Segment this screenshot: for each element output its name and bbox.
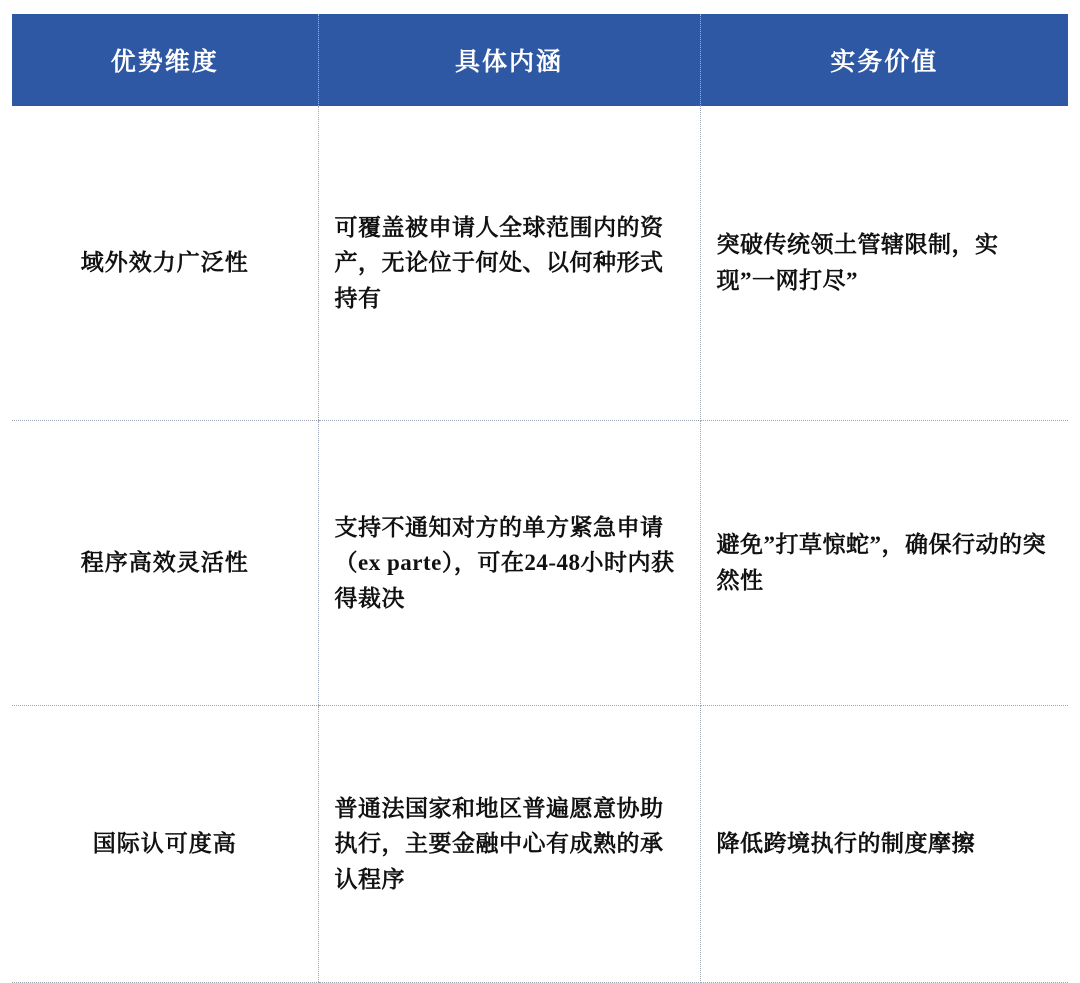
table-row [12, 421, 1068, 706]
column-header-dimension: 优势维度 [12, 14, 318, 106]
cell-connotation: 普通法国家和地区普遍愿意协助执行，主要金融中心有成熟的承认程序 [318, 706, 700, 983]
cell-connotation: 可覆盖被申请人全球范围内的资产，无论位于何处、以何种形式持有 [318, 106, 700, 421]
table-header-row [12, 14, 1068, 106]
table-row [12, 106, 1068, 421]
cell-dimension: 程序高效灵活性 [12, 421, 318, 706]
advantages-table [12, 14, 1068, 983]
cell-value: 降低跨境执行的制度摩擦 [700, 706, 1068, 983]
cell-value: 突破传统领土管辖限制，实现”一网打尽” [700, 106, 1068, 421]
column-header-value: 实务价值 [700, 14, 1068, 106]
cell-dimension: 国际认可度高 [12, 706, 318, 983]
table-row [12, 706, 1068, 983]
table-body [12, 106, 1068, 983]
cell-value: 避免”打草惊蛇”，确保行动的突然性 [700, 421, 1068, 706]
cell-dimension: 域外效力广泛性 [12, 106, 318, 421]
table-header [12, 14, 1068, 106]
column-header-connotation: 具体内涵 [318, 14, 700, 106]
cell-connotation: 支持不通知对方的单方紧急申请（ex parte），可在24-48小时内获得裁决 [318, 421, 700, 706]
